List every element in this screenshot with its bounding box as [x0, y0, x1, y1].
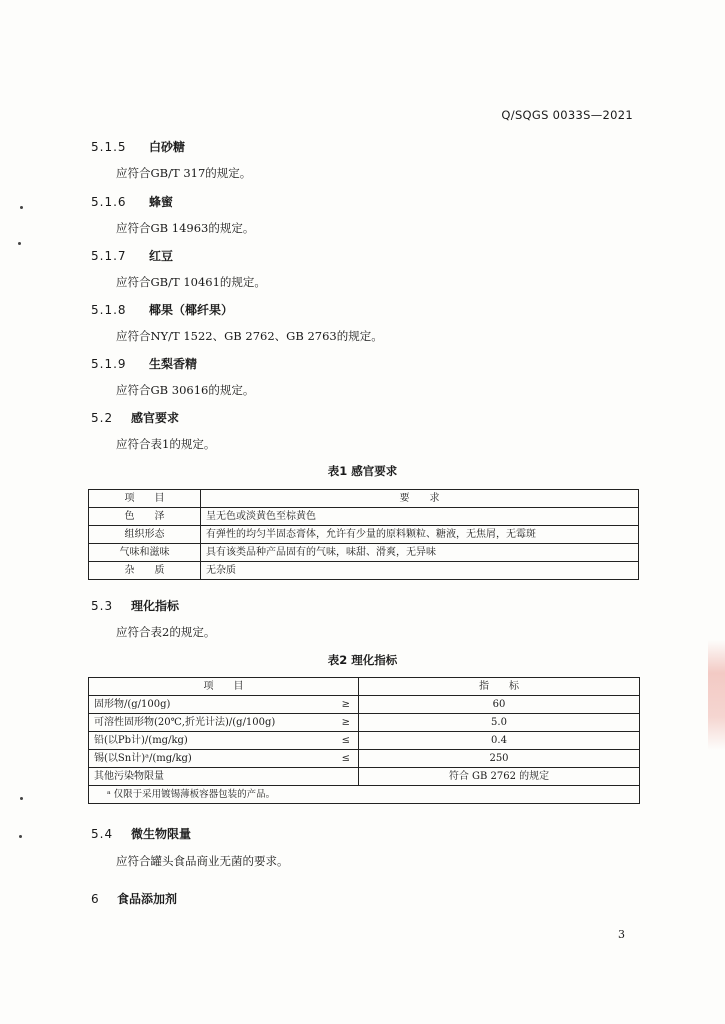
standard-code: Q/SQGS 0033S—2021 [501, 108, 633, 122]
section-number: 5.1.8 [91, 303, 127, 317]
scan-speck [19, 835, 22, 838]
item-cell: 固形物/(g/100g) [89, 696, 317, 714]
table-footnote: ᵃ 仅限于采用镀锡薄板容器包装的产品。 [89, 786, 640, 804]
section-heading [91, 409, 179, 426]
section-number: 5.2 [91, 411, 114, 425]
section-title: 理化指标 [131, 599, 180, 613]
item-cell: 组织形态 [89, 526, 201, 544]
table-caption: 表1 感官要求 [327, 464, 398, 478]
table-row [89, 768, 640, 786]
value-cell: 符合 GB 2762 的规定 [359, 768, 640, 786]
item-cell: 其他污染物限量 [89, 768, 317, 786]
table-row [89, 732, 640, 750]
table-row [89, 544, 639, 562]
header-cell: 项 目 [89, 490, 201, 508]
section-number: 5.4 [91, 827, 114, 841]
item-cell: 气味和滋味 [89, 544, 201, 562]
item-cell: 杂 质 [89, 562, 201, 580]
table-header-row [89, 678, 640, 696]
requirement-cell: 呈无色或淡黄色至棕黄色 [201, 508, 639, 526]
section-heading [91, 193, 173, 210]
section-title: 食品添加剂 [117, 892, 178, 906]
section-title: 感官要求 [131, 411, 180, 425]
page-number: 3 [618, 928, 625, 941]
item-cell: 可溶性固形物(20℃,折光计法)/(g/100g) [89, 714, 317, 732]
table-caption: 表2 理化指标 [327, 653, 398, 667]
section-title: 白砂糖 [149, 140, 186, 154]
section-number: 5.3 [91, 599, 114, 613]
comparison-symbol: ≥ [317, 714, 359, 732]
section-text: 应符合表2的规定。 [116, 625, 216, 639]
value-cell: 250 [359, 750, 640, 768]
requirement-cell: 无杂质 [201, 562, 639, 580]
scan-speck [18, 242, 21, 245]
section-text: 应符合NY/T 1522、GB 2762、GB 2763的规定。 [116, 329, 383, 343]
item-cell: 锡(以Sn计)ᵃ/(mg/kg) [89, 750, 317, 768]
physicochemical-table [88, 677, 640, 804]
table-row [89, 714, 640, 732]
section-text: 应符合GB/T 317的规定。 [116, 166, 252, 180]
scan-speck [20, 206, 23, 209]
comparison-symbol: ≥ [317, 696, 359, 714]
seal-stamp-edge [708, 640, 725, 750]
table-row [89, 508, 639, 526]
table-row [89, 562, 639, 580]
header-cell: 要 求 [201, 490, 639, 508]
section-heading [91, 597, 179, 614]
section-title: 微生物限量 [131, 827, 192, 841]
section-heading [91, 301, 233, 318]
item-cell: 色 泽 [89, 508, 201, 526]
table-header-row [89, 490, 639, 508]
section-title: 椰果（椰纤果） [149, 303, 234, 317]
requirement-cell: 具有该类品种产品固有的气味，味甜、滑爽，无异味 [201, 544, 639, 562]
header-cell: 项 目 [89, 678, 359, 696]
section-title: 生梨香精 [149, 357, 198, 371]
value-cell: 0.4 [359, 732, 640, 750]
section-heading [91, 247, 173, 264]
sensory-requirements-table [88, 489, 639, 580]
section-number: 5.1.6 [91, 195, 127, 209]
section-title: 红豆 [149, 249, 174, 263]
section-number: 5.1.7 [91, 249, 127, 263]
requirement-cell: 有弹性的均匀半固态膏体，允许有少量的原料颗粒、糖液，无焦屑，无霉斑 [201, 526, 639, 544]
table-row [89, 750, 640, 768]
section-number: 6 [91, 892, 100, 906]
table-footnote-row [89, 786, 640, 804]
header-cell: 指 标 [359, 678, 640, 696]
section-heading [91, 138, 185, 155]
section-text: 应符合GB 14963的规定。 [116, 221, 255, 235]
item-cell: 铅(以Pb计)/(mg/kg) [89, 732, 317, 750]
value-cell: 60 [359, 696, 640, 714]
section-text: 应符合罐头食品商业无菌的要求。 [116, 854, 289, 868]
table-row [89, 696, 640, 714]
section-heading [91, 355, 197, 372]
value-cell: 5.0 [359, 714, 640, 732]
section-number: 5.1.9 [91, 357, 127, 371]
comparison-symbol: ≤ [317, 732, 359, 750]
comparison-symbol: ≤ [317, 750, 359, 768]
scan-speck [20, 797, 23, 800]
table-row [89, 526, 639, 544]
section-text: 应符合表1的规定。 [116, 437, 216, 451]
section-text: 应符合GB 30616的规定。 [116, 383, 255, 397]
comparison-symbol [317, 768, 359, 786]
section-heading [91, 890, 177, 907]
section-heading [91, 825, 191, 842]
section-number: 5.1.5 [91, 140, 127, 154]
section-text: 应符合GB/T 10461的规定。 [116, 275, 266, 289]
section-title: 蜂蜜 [149, 195, 174, 209]
